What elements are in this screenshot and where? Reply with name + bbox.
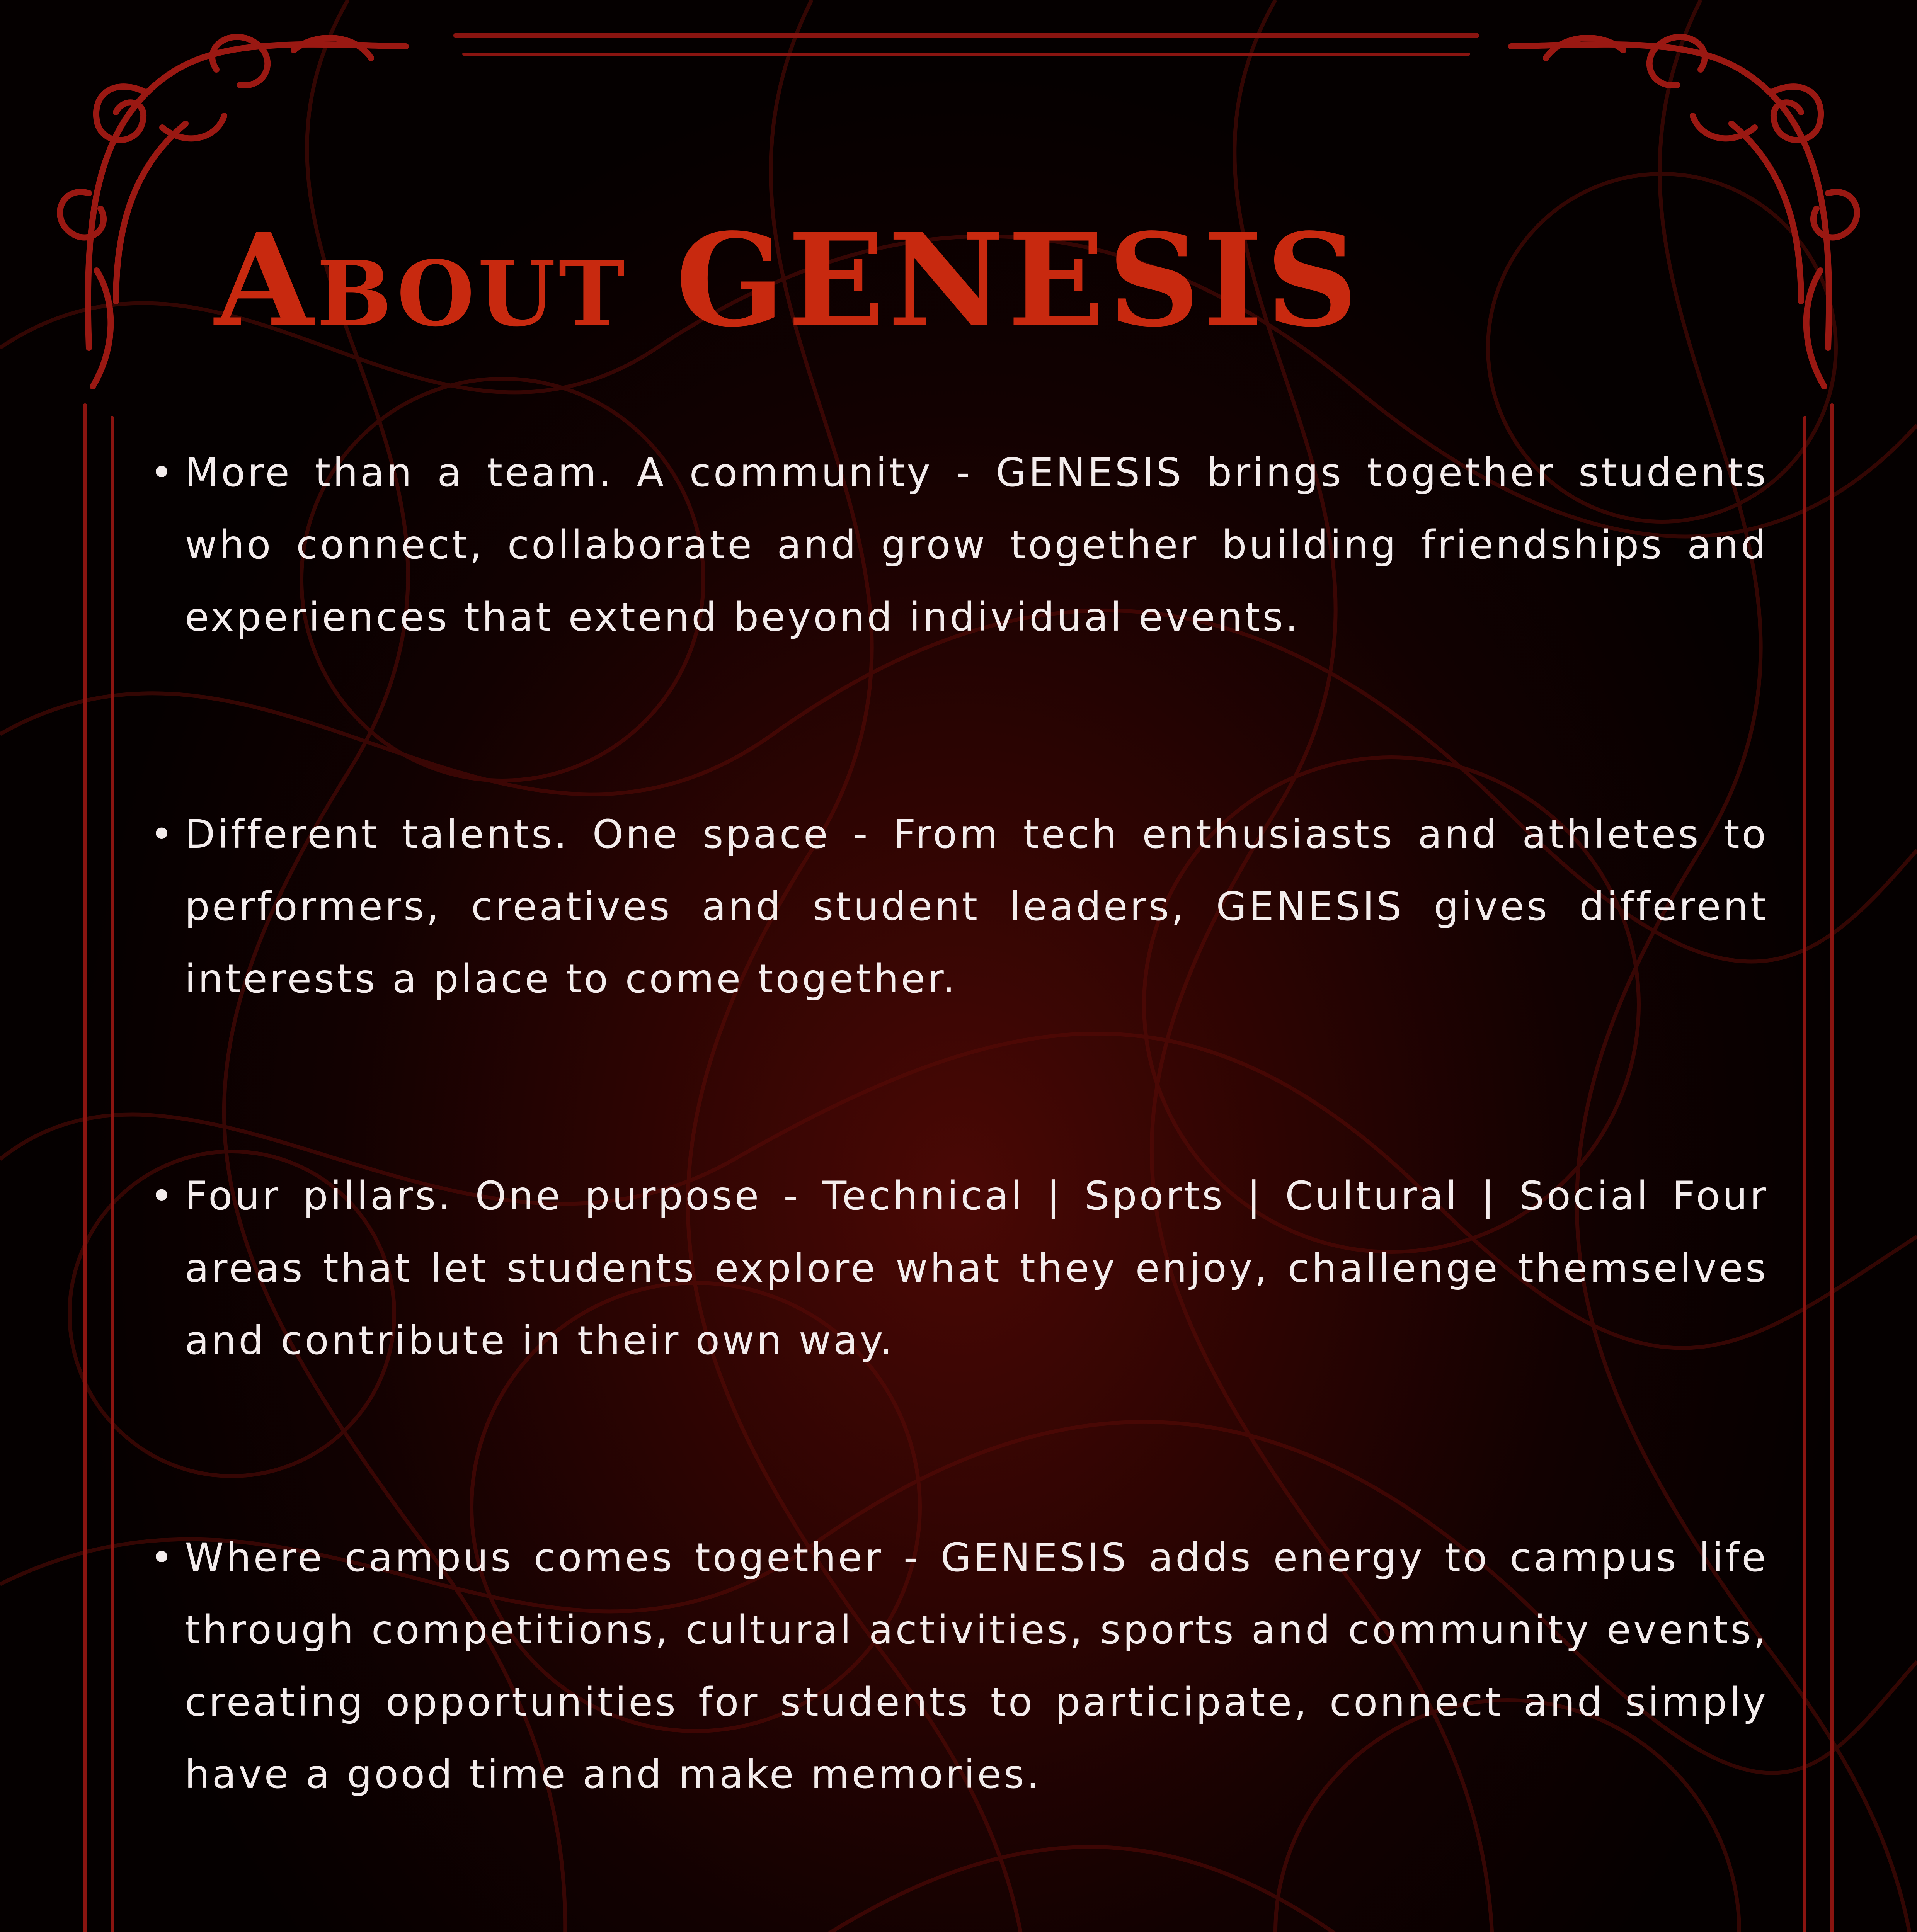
- list-item-text: More than a team. A community - GENESIS brings together students who connect, collaborate and grow together building friendships and experiences that extend beyond individual events.: [185, 450, 1768, 640]
- list-item: [147, 798, 1768, 1015]
- bullet-dot-icon: •: [150, 1535, 176, 1581]
- page-title: About GENESIS: [215, 205, 1361, 355]
- corner-flourish-top-right: [1511, 37, 1857, 386]
- about-bullet-list: [147, 437, 1768, 1932]
- list-item: [147, 437, 1768, 653]
- bullet-dot-icon: •: [150, 811, 176, 857]
- list-item-text: Four pillars. One purpose - Technical | Sports | Cultural | Social Four areas that let students explore what they enjoy, challenge themselves and contribute in their own way.: [185, 1173, 1768, 1364]
- bullet-dot-icon: •: [150, 450, 176, 496]
- list-item: [147, 1522, 1768, 1811]
- list-item-text: Where campus comes together - GENESIS adds energy to campus life through competitions, cultural activities, sports and community events, creating opportunities for students to participate, connect and simply have a good time and make memories.: [185, 1535, 1768, 1798]
- list-item-text: Different talents. One space - From tech enthusiasts and athletes to performers, creatives and student leaders, GENESIS gives different interests a place to come together.: [185, 811, 1768, 1002]
- list-item: [147, 1160, 1768, 1377]
- bullet-dot-icon: •: [150, 1173, 176, 1219]
